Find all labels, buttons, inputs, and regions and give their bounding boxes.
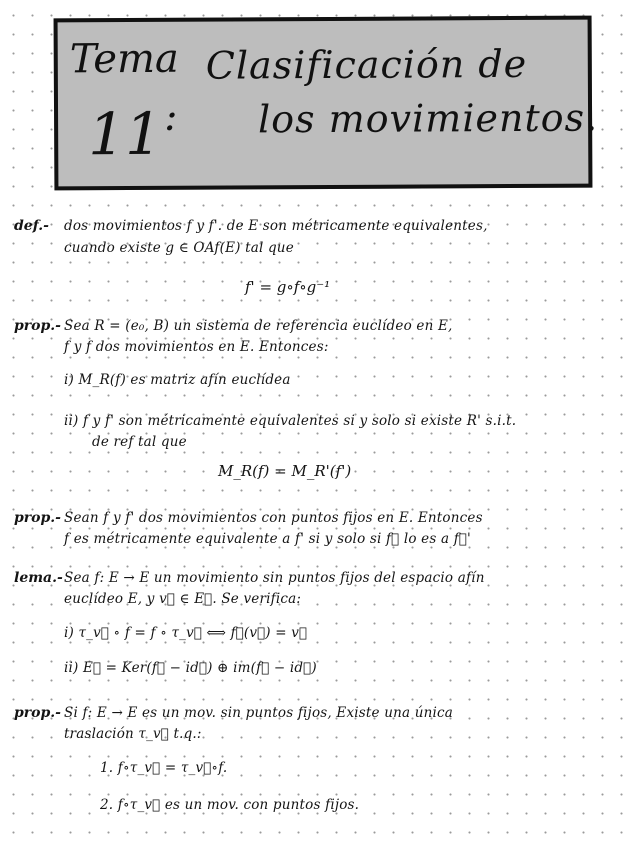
prop-1-item-ii: ii) f y f' son métricamente equivalentes si y solo si existe R' s.i.t. xyxy=(64,413,517,429)
lema-tag: lema.- xyxy=(14,570,63,586)
def-formula: f' = g∘f∘g⁻¹ xyxy=(245,278,331,296)
def-line-1: dos movimientos f y f'. de E son métricamente equivalentes, xyxy=(64,218,488,234)
tema-label: Tema xyxy=(69,35,179,83)
lema-line-2: euclídeo E, y v⃗ ∈ E⃗. Se verifica: xyxy=(64,591,302,607)
prop-3-item-1: 1. f∘τ_v⃗ = τ_v⃗∘f. xyxy=(100,760,228,776)
title-box xyxy=(54,16,599,191)
prop-3-line-1: Si f: E → E es un mov. sin puntos fijos, Existe una única xyxy=(64,705,454,721)
prop-1-line-1: Sea R = (e₀, B) un sistema de referencia euclídeo en E, xyxy=(64,318,453,334)
def-tag: def.- xyxy=(14,218,49,234)
tema-colon: : xyxy=(163,93,178,140)
tema-number: 11 xyxy=(87,99,163,169)
lema-line-1: Sea f: E → E un movimiento sin puntos fijos del espacio afín xyxy=(64,570,485,586)
lema-item-i: i) τ_v⃗ ∘ f = f ∘ τ_v⃗ ⟺ f⃗(v⃗) = v⃗ xyxy=(64,625,308,641)
prop-2-tag: prop.- xyxy=(14,510,61,526)
def-line-2: cuando existe g ∈ OAf(E) tal que xyxy=(64,240,294,256)
prop-2-line-2: f es métricamente equivalente a f' si y solo si f⃗ lo es a f⃗' xyxy=(64,531,471,547)
prop-1-line-2: f y f dos movimientos en E. Entonces: xyxy=(64,339,329,355)
prop-2-line-1: Sean f y f' dos movimientos con puntos fijos en E. Entonces xyxy=(64,510,483,526)
prop-3-item-2: 2. f∘τ_v⃗ es un mov. con puntos fijos. xyxy=(100,797,360,813)
prop-1-item-i: i) M_R(f) es matriz afín euclídea xyxy=(64,372,291,388)
prop-1-tag: prop.- xyxy=(14,318,61,334)
prop-1-item-ii-cont: de ref tal que xyxy=(92,434,187,450)
prop-3-line-2: traslación τ_v⃗ t.q.: xyxy=(64,726,202,742)
page-title-line-1: Clasificación de xyxy=(205,41,528,88)
lema-item-ii: ii) E⃗ = Ker(f⃗ − id⃗) ⊕ im(f⃗ − id⃗) xyxy=(64,660,317,676)
prop-1-formula: M_R(f) = M_R'(f') xyxy=(218,462,352,480)
prop-3-tag: prop.- xyxy=(14,705,61,721)
page-title-line-2: los movimientos. xyxy=(257,95,599,142)
